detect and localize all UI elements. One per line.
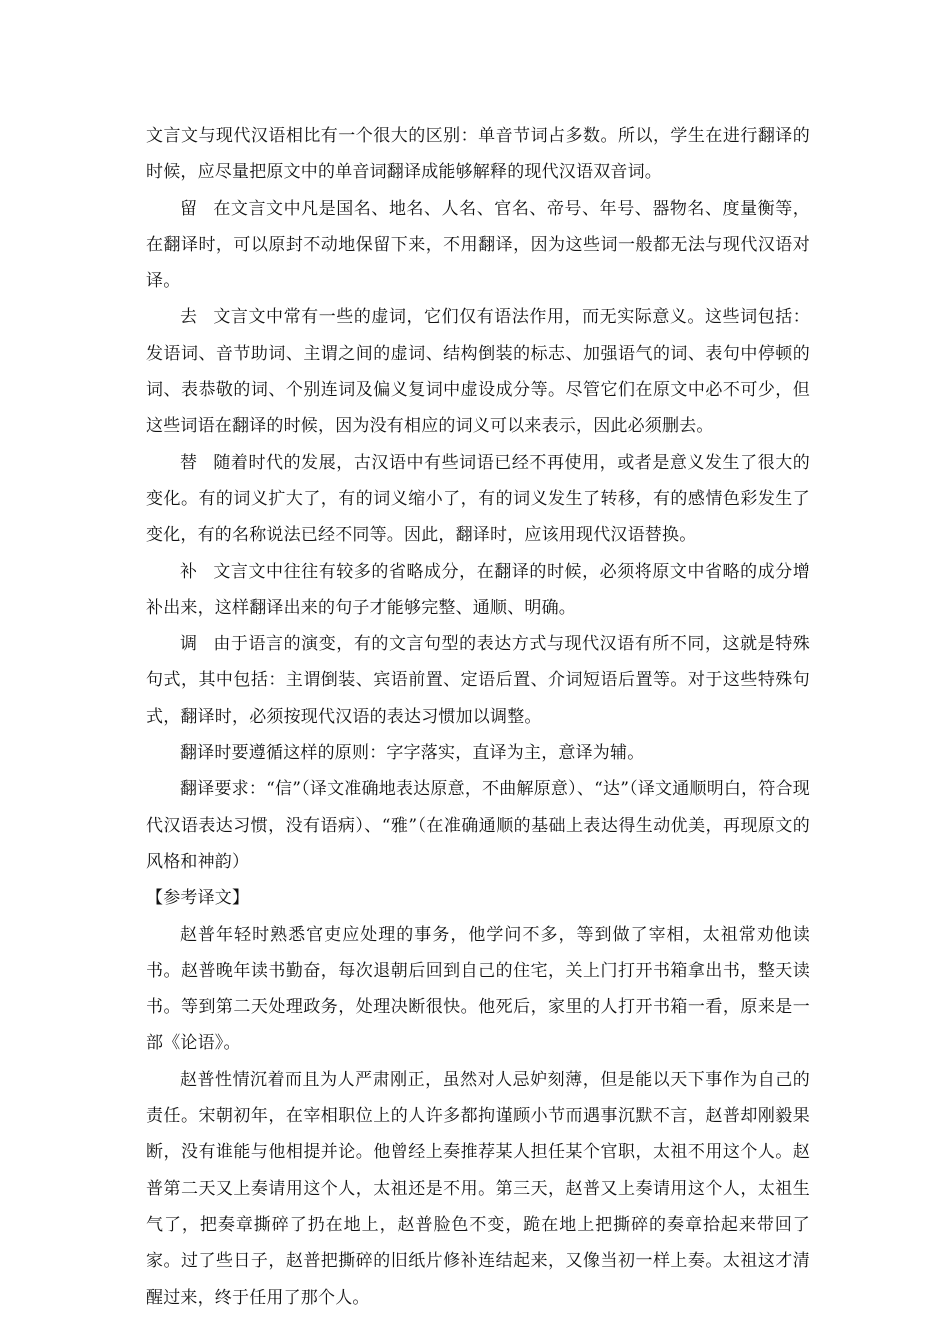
method-tiao-text: 由于语言的演变，有的文言句型的表达方式与现代汉语有所不同，这就是特殊句式，其中包括：主谓倒装、宾语前置、定语后置、介词短语后置等。对于这些特殊句式，翻译时，必须按现代汉语的表达习惯加以调整。 (146, 634, 810, 727)
requirement-paragraph: 翻译要求：“信”（译文准确地表达原意，不曲解原意）、“达”（译文通顺明白，符合现代汉语表达习惯，没有语病）、“雅”（在准确通顺的基础上表达得生动优美，再现原文的风格和神韵） (146, 779, 810, 872)
method-ti-text: 随着时代的发展，古汉语中有些词语已经不再使用，或者是意义发生了很大的变化。有的词义扩大了，有的词义缩小了，有的词义发生了转移，有的感情色彩发生了变化，有的名称说法已经不同等。因此，翻译时，应该用现代汉语替换。 (146, 452, 810, 546)
reference-heading: 【参考译文】 (146, 888, 250, 909)
method-qu-paragraph (146, 299, 810, 444)
method-bu-term: 补 (180, 561, 198, 582)
method-tiao-paragraph (146, 626, 810, 735)
method-liu-text: 在文言文中凡是国名、地名、人名、官名、帝号、年号、器物名、度量衡等，在翻译时，可以原封不动地保留下来，不用翻译，因为这些词一般都无法与现代汉语对译。 (146, 198, 810, 292)
intro-paragraph: 文言文与现代汉语相比有一个很大的区别：单音节词占多数。所以，学生在进行翻译的时候，应尽量把原文中的单音词翻译成能够解释的现代汉语双音词。 (146, 126, 810, 183)
reference-paragraph-1: 赵普年轻时熟悉官吏应处理的事务，他学问不多，等到做了宰相，太祖常劝他读书。赵普晚年读书勤奋，每次退朝后回到自己的住宅，关上门打开书箱拿出书，整天读书。等到第二天处理政务，处理决断很快。他死后，家里的人打开书箱一看，原来是一部《论语》。 (146, 924, 810, 1054)
method-bu-paragraph (146, 554, 810, 627)
document-body (146, 118, 810, 1316)
method-tiao-term: 调 (180, 634, 198, 655)
reference-paragraph-2: 赵普性情沉着而且为人严肃刚正，虽然对人忌妒刻薄，但是能以天下事作为自己的责任。宋朝初年，在宰相职位上的人许多都拘谨顾小节而遇事沉默不言，赵普却刚毅果断，没有谁能与他相提并论。他曾经上奏推荐某人担任某个官职，太祖不用这个人。赵普第二天又上奏请用这个人，太祖还是不用。第三天，赵普又上奏请用这个人，太祖生气了，把奏章撕碎了扔在地上，赵普脸色不变，跪在地上把撕碎的奏章拾起来带回了家。过了些日子，赵普把撕碎的旧纸片修补连结起来，又像当初一样上奏。太祖这才清醒过来，终于任用了那个人。 (146, 1069, 810, 1308)
method-qu-text: 文言文中常有一些的虚词，它们仅有语法作用，而无实际意义。这些词包括：发语词、音节助词、主谓之间的虚词、结构倒装的标志、加强语气的词、表句中停顿的词、表恭敬的词、个别连词及偏义复词中虚设成分等。尽管它们在原文中必不可少，但这些词语在翻译的时候，因为没有相应的词义可以来表示，因此必须删去。 (146, 307, 810, 437)
method-ti-paragraph (146, 445, 810, 554)
method-qu-term: 去 (180, 307, 198, 328)
method-liu-term: 留 (180, 198, 198, 219)
method-ti-term: 替 (180, 452, 198, 473)
principle-paragraph: 翻译时要遵循这样的原则：字字落实，直译为主，意译为辅。 (180, 743, 645, 764)
method-liu-paragraph (146, 191, 810, 300)
method-bu-text: 文言文中往往有较多的省略成分，在翻译的时候，必须将原文中省略的成分增补出来，这样翻译出来的句子才能够完整、通顺、明确。 (146, 561, 810, 618)
